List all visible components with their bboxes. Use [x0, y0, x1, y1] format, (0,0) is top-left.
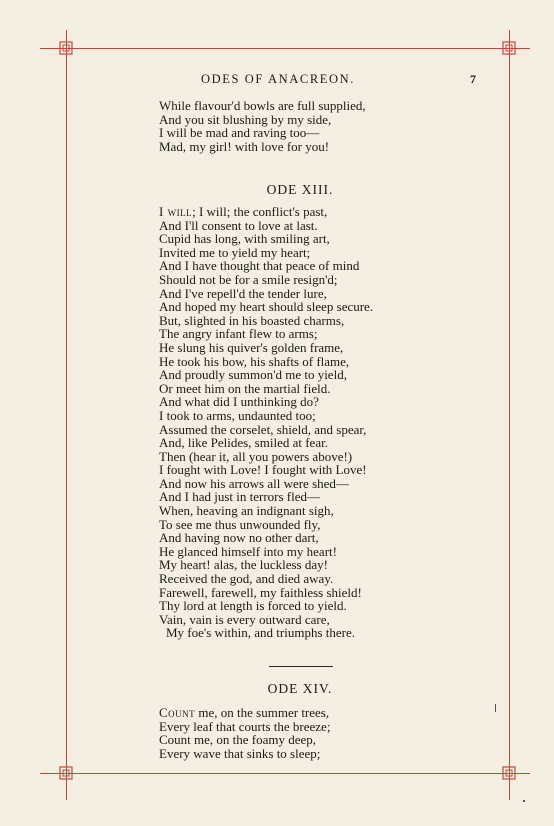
ode-14-first-line [159, 706, 459, 720]
verse-line: And what did I unthinking do? [159, 394, 319, 410]
verse-line: Every leaf that courts the breeze; [159, 718, 331, 734]
verse-line: And, like Pelides, smiled at fear. [159, 435, 328, 451]
verse-line: And now his arrows all were shed— [159, 475, 349, 491]
verse-line: My foe's within, and triumphs there. [166, 625, 356, 641]
top-border-rule [40, 48, 530, 49]
ode-14-first-line-rest: me, on the summer trees, [195, 705, 330, 720]
verse-line: And having now no other dart, [159, 530, 319, 546]
bottom-border-rule [40, 773, 530, 774]
verse-line: And I had just in terrors fled— [159, 489, 321, 505]
verse-line: Or meet him on the martial field. [159, 380, 331, 396]
ode-14-first-word: Count [159, 705, 196, 720]
verse-line: The angry infant flew to arms; [159, 326, 318, 342]
verse-line: Then (hear it, all you powers above!) [159, 448, 353, 464]
ornament-top-right-icon [500, 39, 518, 57]
verse-line: Vain, vain is every outward care, [159, 611, 330, 627]
left-border-rule [66, 30, 67, 800]
verse-line: To see me thus unwounded fly, [159, 516, 321, 532]
print-mark [495, 704, 496, 712]
verse-line: Farewell, farewell, my faithless shield! [159, 584, 362, 600]
verse-line: He slung his quiver's golden frame, [159, 339, 344, 355]
print-mark [523, 800, 525, 802]
verse-line: Cupid has long, with smiling art, [159, 231, 330, 247]
verse-line: Should not be for a smile resign'd; [159, 271, 338, 287]
right-border-rule [509, 30, 510, 800]
verse-line: My heart! alas, the luckless day! [159, 557, 328, 573]
ornament-top-left-icon [57, 39, 75, 57]
verse-line: And I have thought that peace of mind [159, 258, 360, 274]
verse-line: Assumed the corselet, shield, and spear, [159, 421, 367, 437]
verse-line: And hoped my heart should sleep secure. [159, 299, 374, 315]
verse-line: Thy lord at length is forced to yield. [159, 598, 347, 614]
verse-line: He glanced himself into my heart! [159, 543, 337, 559]
verse-line: And proudly summon'd me to yield, [159, 367, 347, 383]
ode-13-verse [159, 205, 459, 640]
verse-line: And I've repell'd the tender lure, [159, 285, 327, 301]
ornament-bottom-right-icon [500, 764, 518, 782]
ode-14-verse [159, 706, 459, 760]
running-title: ODES OF ANACREON. [201, 72, 355, 86]
ode-14-lines [159, 720, 459, 761]
verse-line: While flavour'd bowls are full supplied, [159, 98, 366, 113]
verse-line: He took his bow, his shafts of flame, [159, 353, 350, 369]
opening-stanza [159, 99, 459, 153]
ode-13-first-line [159, 205, 459, 219]
verse-line: And I'll consent to love at last. [159, 217, 318, 233]
ode-13-first-line-rest: ; I will; the conflict's past, [192, 204, 328, 219]
verse-line: Received the god, and died away. [159, 571, 334, 587]
verse-line: When, heaving an indignant sigh, [159, 503, 334, 519]
page-number: 7 [470, 72, 476, 86]
ode-13-lines [159, 219, 459, 640]
running-header [0, 72, 554, 88]
ode-13-title: ODE XIII. [266, 182, 334, 197]
ode-14-title: ODE XIV. [267, 681, 333, 696]
verse-line: But, slighted in his boasted charms, [159, 312, 345, 328]
verse-line: Every wave that sinks to sleep; [159, 745, 321, 761]
verse-line: I will be mad and raving too— [159, 125, 320, 141]
ornament-bottom-left-icon [57, 764, 75, 782]
verse-line: Invited me to yield my heart; [159, 244, 311, 260]
verse-line: Count me, on the foamy deep, [159, 732, 317, 748]
verse-line: Mad, my girl! with love for you! [159, 138, 330, 154]
section-divider [269, 666, 333, 667]
verse-line: And you sit blushing by my side, [159, 111, 332, 127]
verse-line: I fought with Love! I fought with Love! [159, 462, 367, 478]
ode-13-first-word: I will [159, 204, 193, 219]
verse-line: I took to arms, undaunted too; [159, 407, 316, 423]
